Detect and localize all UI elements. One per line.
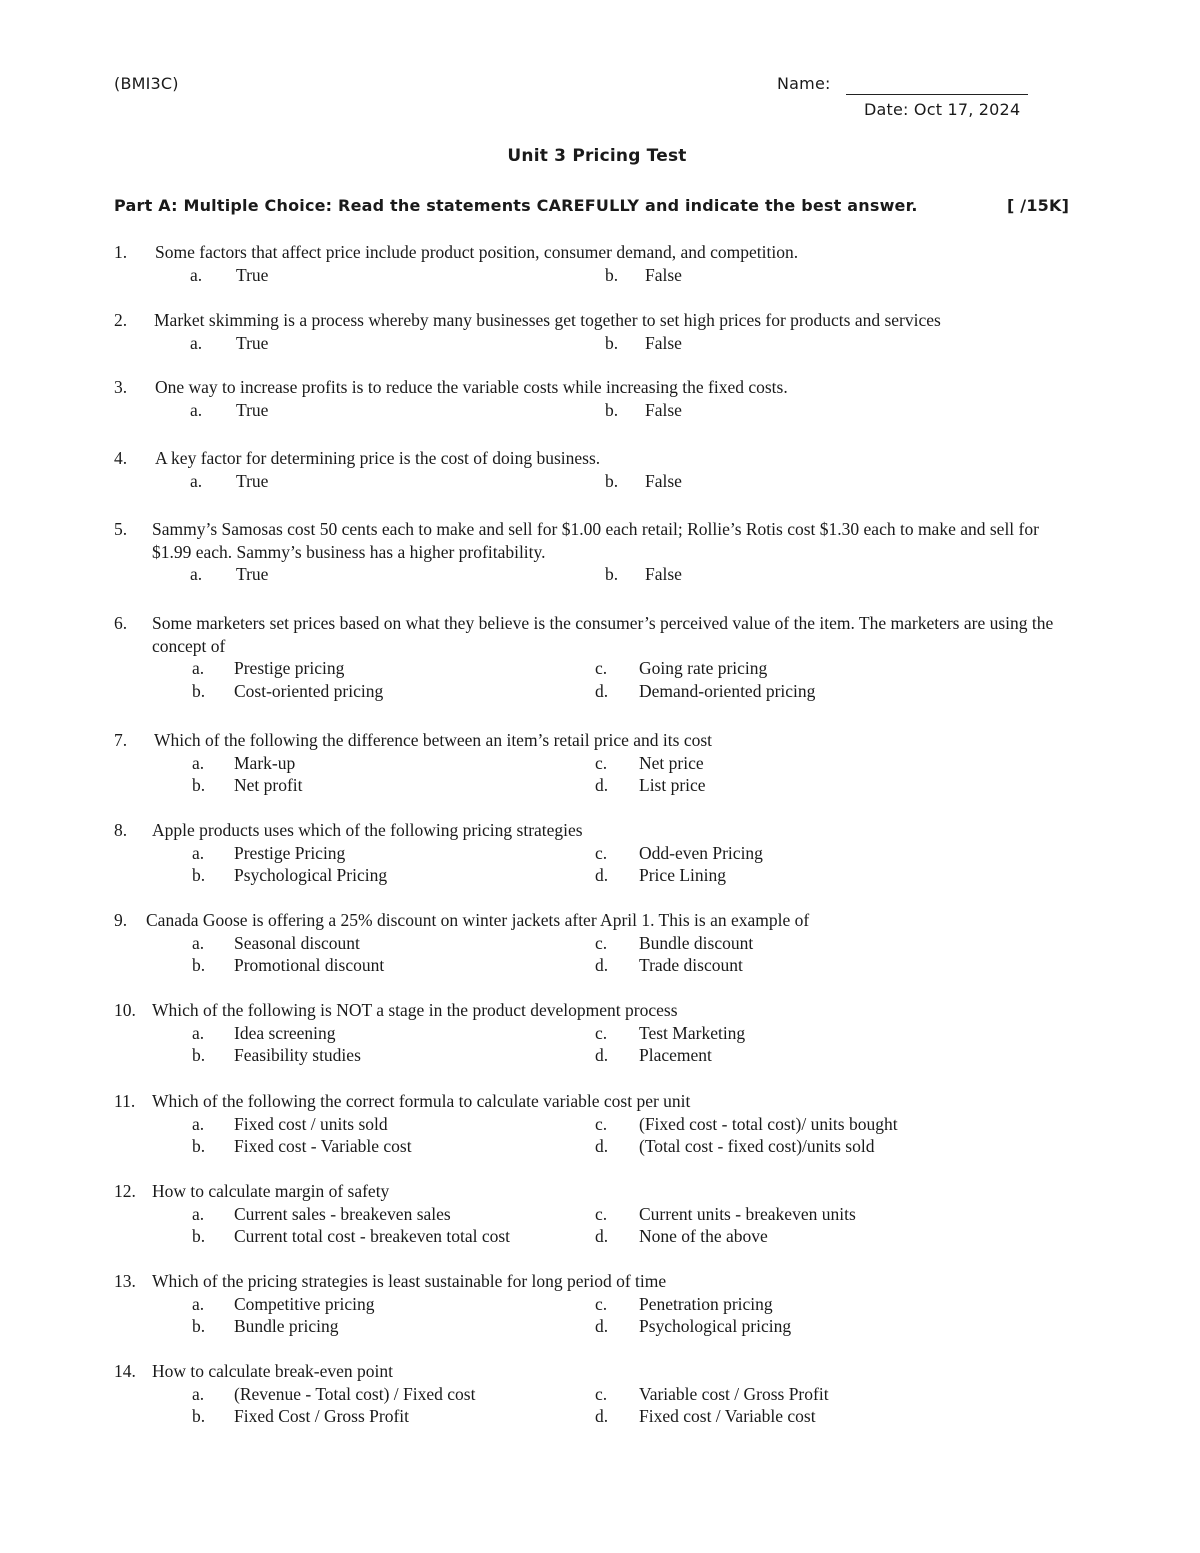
option-text: True — [236, 264, 269, 285]
option-text: Current sales - breakeven sales — [234, 1203, 451, 1224]
option-letter: c. — [595, 1293, 608, 1314]
option-text: Net price — [639, 752, 704, 773]
option-letter: b. — [192, 1316, 206, 1336]
option-text: False — [645, 264, 682, 285]
option-letter: a. — [190, 399, 203, 420]
option-text: Seasonal discount — [234, 932, 360, 953]
option-letter: c. — [595, 1022, 608, 1043]
question-text: Which of the pricing strategies is least sustainable for long period of time — [152, 1271, 667, 1291]
option-letter: a. — [192, 658, 205, 678]
question-number: 10. — [114, 1000, 136, 1020]
answer-option-row — [114, 332, 1074, 355]
answer-option-row — [114, 752, 1074, 775]
question-text: Some marketers set prices based on what they believe is the consumer’s perceived value of the item. The marketers are using the concept of — [152, 613, 1054, 656]
question-number: 14. — [114, 1361, 136, 1381]
answer-option-row — [114, 1383, 1074, 1406]
question-item — [114, 999, 1074, 1067]
option-text: Current units - breakeven units — [639, 1203, 856, 1224]
option-letter: d. — [595, 680, 609, 701]
question-item — [114, 241, 1074, 286]
option-text: Going rate pricing — [639, 658, 768, 678]
option-letter: a. — [192, 1203, 205, 1224]
option-letter: b. — [605, 564, 619, 584]
option-letter: a. — [192, 1022, 205, 1043]
answer-option-row — [114, 774, 1074, 797]
question-item — [114, 729, 1074, 797]
option-letter: d. — [595, 1316, 609, 1336]
option-letter: b. — [605, 399, 619, 420]
answer-option-row — [114, 680, 1074, 703]
option-text: Fixed cost - Variable cost — [234, 1136, 412, 1156]
option-letter: c. — [595, 1203, 608, 1224]
option-text: Fixed Cost / Gross Profit — [234, 1406, 410, 1426]
question-item — [114, 1090, 1074, 1158]
option-letter: b. — [605, 332, 619, 353]
answer-option-row — [114, 470, 1074, 493]
option-letter: c. — [595, 932, 608, 953]
question-number: 2. — [114, 310, 128, 330]
option-letter: c. — [595, 842, 608, 863]
option-letter: c. — [595, 658, 608, 678]
answer-option-row — [114, 1044, 1074, 1067]
answer-option-row — [114, 1293, 1074, 1316]
option-text: (Revenue - Total cost) / Fixed cost — [234, 1383, 476, 1404]
question-number: 4. — [114, 448, 128, 468]
option-text: Odd-even Pricing — [639, 842, 763, 863]
option-letter: d. — [595, 775, 609, 795]
option-letter: b. — [192, 865, 206, 885]
question-number: 7. — [114, 730, 128, 750]
option-text: Mark-up — [234, 752, 296, 773]
option-text: Price Lining — [639, 865, 726, 885]
option-text: False — [645, 399, 682, 420]
option-letter: a. — [190, 470, 203, 491]
option-text: Fixed cost / Variable cost — [639, 1406, 816, 1426]
answer-option-row — [114, 563, 1074, 586]
question-number: 12. — [114, 1181, 136, 1201]
option-letter: b. — [192, 775, 206, 795]
option-letter: c. — [595, 1383, 608, 1404]
question-text: How to calculate break-even point — [152, 1361, 394, 1381]
answer-option-row — [114, 1203, 1074, 1226]
question-text: A key factor for determining price is the cost of doing business. — [155, 448, 601, 468]
page-title: Unit 3 Pricing Test — [507, 146, 687, 166]
answer-option-row — [114, 842, 1074, 865]
answer-option-row — [114, 1315, 1074, 1338]
option-letter: b. — [605, 470, 619, 491]
question-text: Which of the following is NOT a stage in the product development process — [152, 1000, 678, 1020]
question-number: 1. — [114, 242, 128, 262]
option-letter: d. — [595, 1136, 609, 1156]
option-letter: a. — [190, 332, 203, 353]
answer-option-row — [114, 657, 1074, 680]
option-letter: a. — [192, 1383, 205, 1404]
answer-option-row — [114, 1135, 1074, 1158]
option-text: Competitive pricing — [234, 1293, 375, 1314]
option-letter: d. — [595, 955, 609, 975]
question-text: Sammy’s Samosas cost 50 cents each to make and sell for $1.00 each retail; Rollie’s Rotis cost $1.30 each to make and sell for $1.99 each. Sammy’s business has a higher profitability. — [152, 519, 1039, 562]
course-code: (BMI3C) — [114, 74, 179, 93]
option-text: False — [645, 470, 682, 491]
option-text: Cost-oriented pricing — [234, 680, 384, 701]
question-text: How to calculate margin of safety — [152, 1181, 390, 1201]
question-text: Apple products uses which of the following pricing strategies — [152, 820, 583, 840]
answer-option-row — [114, 264, 1074, 287]
question-number: 6. — [114, 613, 128, 633]
option-text: Promotional discount — [234, 955, 385, 975]
option-text: Placement — [639, 1045, 712, 1065]
answer-option-row — [114, 954, 1074, 977]
question-text: Which of the following the correct formula to calculate variable cost per unit — [152, 1091, 691, 1111]
question-number: 13. — [114, 1271, 136, 1291]
option-letter: b. — [192, 1045, 206, 1065]
question-number: 3. — [114, 377, 128, 397]
name-blank-line — [846, 94, 1028, 95]
option-letter: a. — [192, 842, 205, 863]
option-letter: a. — [192, 932, 205, 953]
answer-option-row — [114, 1405, 1074, 1428]
option-text: (Total cost - fixed cost)/units sold — [639, 1136, 875, 1156]
option-letter: a. — [190, 564, 203, 584]
option-letter: a. — [192, 752, 205, 773]
option-text: Psychological pricing — [639, 1316, 792, 1336]
option-letter: a. — [192, 1113, 205, 1134]
option-text: True — [236, 332, 269, 353]
option-letter: b. — [192, 1406, 206, 1426]
option-text: False — [645, 332, 682, 353]
question-text: Some factors that affect price include product position, consumer demand, and competition. — [155, 242, 799, 262]
answer-option-row — [114, 864, 1074, 887]
answer-option-row — [114, 1225, 1074, 1248]
option-text: Bundle discount — [639, 932, 754, 953]
option-text: Demand-oriented pricing — [639, 680, 816, 701]
question-number: 8. — [114, 820, 128, 840]
option-letter: b. — [192, 955, 206, 975]
option-text: Penetration pricing — [639, 1293, 773, 1314]
option-letter: b. — [605, 264, 619, 285]
question-item — [114, 1180, 1074, 1248]
option-letter: c. — [595, 752, 608, 773]
question-item — [114, 1270, 1074, 1338]
option-text: Test Marketing — [639, 1022, 746, 1043]
option-text: Idea screening — [234, 1022, 336, 1043]
option-text: Psychological Pricing — [234, 865, 388, 885]
question-text: One way to increase profits is to reduce the variable costs while increasing the fixed costs. — [155, 377, 788, 397]
question-item — [114, 447, 1074, 492]
question-number: 9. — [114, 910, 128, 930]
test-date: Date: Oct 17, 2024 — [864, 100, 1021, 119]
question-item — [114, 518, 1074, 586]
option-text: Variable cost / Gross Profit — [639, 1383, 829, 1404]
option-text: Net profit — [234, 775, 303, 795]
option-text: None of the above — [639, 1226, 768, 1246]
question-item — [114, 376, 1074, 421]
answer-option-row — [114, 399, 1074, 422]
option-text: Bundle pricing — [234, 1316, 339, 1336]
question-text: Canada Goose is offering a 25% discount on winter jackets after April 1. This is an example of — [146, 910, 810, 930]
option-text: Feasibility studies — [234, 1045, 361, 1065]
answer-option-row — [114, 1113, 1074, 1136]
name-label: Name: — [777, 74, 831, 93]
question-item — [114, 309, 1074, 354]
option-text: List price — [639, 775, 706, 795]
option-text: Fixed cost / units sold — [234, 1113, 388, 1134]
option-text: True — [236, 564, 269, 584]
question-number: 5. — [114, 519, 128, 539]
question-item — [114, 909, 1074, 977]
option-letter: d. — [595, 1045, 609, 1065]
option-letter: b. — [192, 1136, 206, 1156]
question-text: Which of the following the difference between an item’s retail price and its cost — [154, 730, 713, 750]
option-text: Prestige pricing — [234, 658, 345, 678]
question-item — [114, 612, 1074, 702]
option-text: True — [236, 399, 269, 420]
question-text: Market skimming is a process whereby many businesses get together to set high prices for products and services — [154, 310, 941, 330]
question-item — [114, 1360, 1074, 1428]
option-letter: a. — [192, 1293, 205, 1314]
option-text: Trade discount — [639, 955, 743, 975]
option-text: True — [236, 470, 269, 491]
option-letter: c. — [595, 1113, 608, 1134]
answer-option-row — [114, 1022, 1074, 1045]
option-text: Current total cost - breakeven total cost — [234, 1226, 511, 1246]
question-number: 11. — [114, 1091, 136, 1111]
question-item — [114, 819, 1074, 887]
option-letter: b. — [192, 680, 206, 701]
option-letter: d. — [595, 1226, 609, 1246]
answer-option-row — [114, 932, 1074, 955]
option-letter: d. — [595, 865, 609, 885]
option-letter: d. — [595, 1406, 609, 1426]
option-letter: a. — [190, 264, 203, 285]
option-text: False — [645, 564, 682, 584]
option-text: (Fixed cost - total cost)/ units bought — [639, 1113, 898, 1134]
part-a-heading: Part A: Multiple Choice: Read the statements CAREFULLY and indicate the best answer. — [114, 196, 918, 215]
option-letter: b. — [192, 1226, 206, 1246]
option-text: Prestige Pricing — [234, 842, 346, 863]
part-a-score: [ /15K] — [1007, 196, 1070, 215]
